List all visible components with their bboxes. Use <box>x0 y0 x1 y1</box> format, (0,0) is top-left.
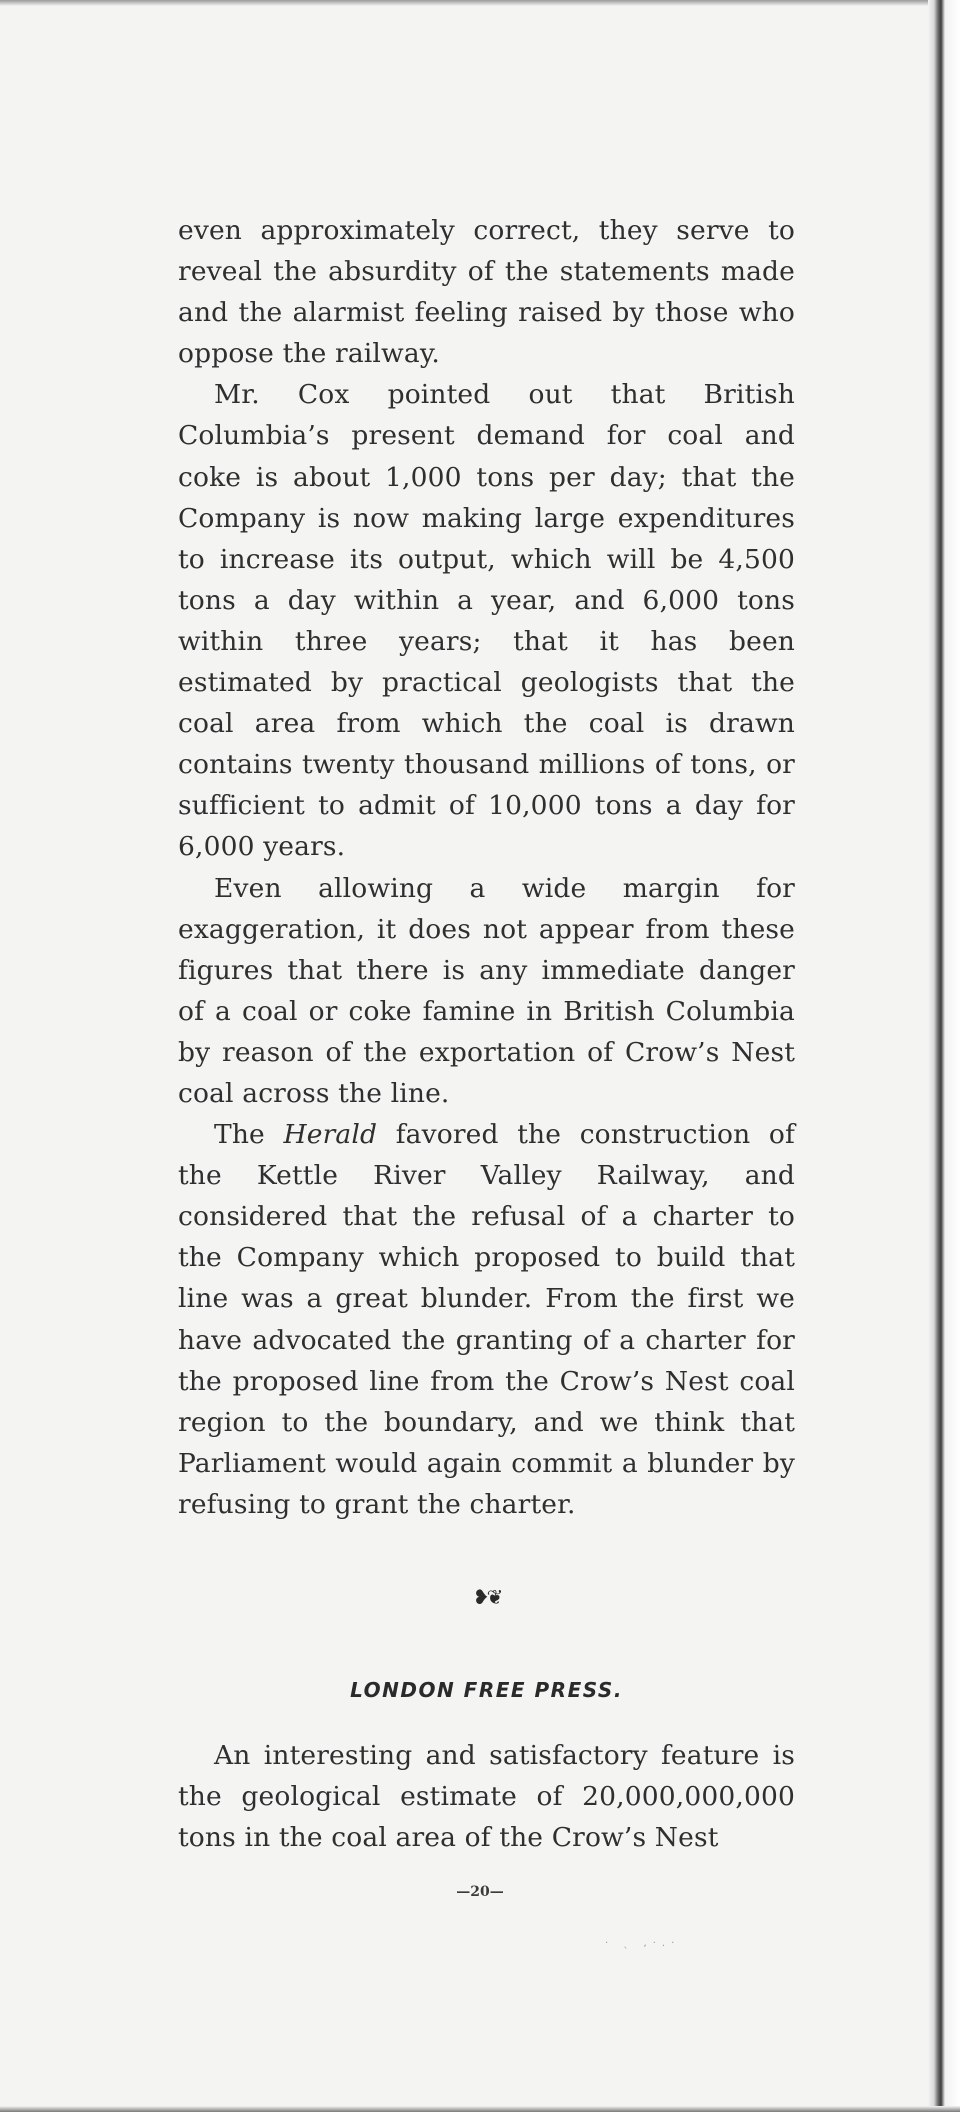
newspaper-name: Herald <box>283 1119 378 1151</box>
section-ornament: ❥❦ <box>472 1585 501 1609</box>
scan-specks: · ˎ ,·.· <box>605 1938 681 1949</box>
body-text <box>178 210 795 1858</box>
paragraph-4-rest: favored the construction of the Kettle River Valley Railway, and considered that the refusal of a charter to the Company which proposed to build that line was a great blunder. From the first we have advocated the granting of a charter for the proposed line from the Crow’s Nest coal region to the boundary, and we think that Parliament would again commit a blunder by refusing to grant the charter. <box>178 1119 795 1520</box>
paragraph-3: Even allowing a wide margin for exaggeration, it does not appear from these figures that there is any immediate danger of a coal or coke famine in British Columbia by reason of the exportation of Crow’s Nest coal across the line. <box>178 872 795 1109</box>
paragraph-5: An interesting and satisfactory feature is the geological estimate of 20,000,000,000 tons in the coal area of the Crow’s Nest <box>178 1740 795 1854</box>
section-heading: LONDON FREE PRESS. <box>350 1678 623 1703</box>
page-binding-edge <box>928 0 960 2112</box>
paragraph-4-prefix: The <box>214 1119 284 1151</box>
scan-top-edge <box>0 0 960 6</box>
paragraph-4 <box>178 1114 795 1525</box>
scan-bottom-edge <box>0 2106 960 2112</box>
paragraph-2: Mr. Cox pointed out that British Columbia’s present demand for coal and coke is about 1,000 tons per day; that the Company is now making large expenditures to increase its output, which will be 4,500 tons a day within a year, and 6,000 tons within three years; that it has been estimated by practical geologists that the coal area from which the coal is drawn contains twenty thousand millions of tons, or sufficient to admit of 10,000 tons a day for 6,000 years. <box>178 379 795 863</box>
paragraph-1: even approximately correct, they serve to reveal the absurdity of the statements made and the alarmist feeling raised by those who oppose the railway. <box>178 215 795 370</box>
page-number: —20— <box>456 1884 504 1900</box>
